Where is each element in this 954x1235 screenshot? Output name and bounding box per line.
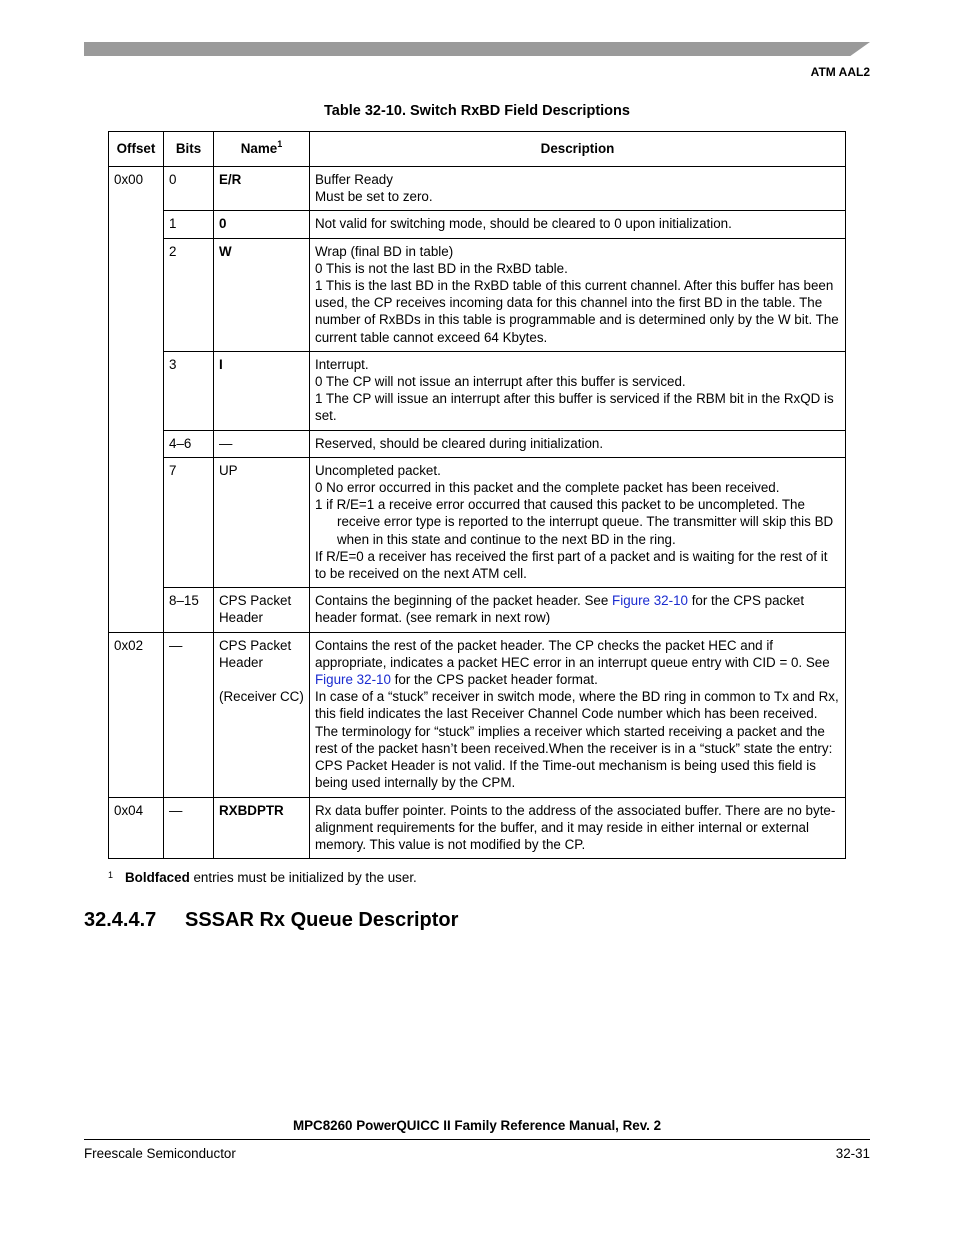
bits-cell: 4–6	[164, 430, 214, 457]
table-row	[109, 167, 846, 211]
bits-cell: 1	[164, 211, 214, 238]
field-descriptions-table	[108, 131, 846, 859]
section-tag: ATM AAL2	[810, 65, 870, 79]
bits-cell: 3	[164, 351, 214, 430]
company-name: Freescale Semiconductor	[84, 1146, 236, 1161]
name-cell: I	[214, 351, 310, 430]
description-cell: Contains the beginning of the packet header. See Figure 32-10 for the CPS packet header format. (see remark in next row)	[310, 588, 846, 632]
name-cell: —	[214, 430, 310, 457]
name-cell: UP	[214, 457, 310, 587]
footer-rule	[84, 1139, 870, 1140]
description-cell: Rx data buffer pointer. Points to the address of the associated buffer. There are no byte-alignment requirements for the buffer, and it may reside in either internal or external memory. This value is not modified by the CP.	[310, 797, 846, 859]
name-cell: CPS Packet Header (Receiver CC)	[214, 632, 310, 797]
section-heading: 32.4.4.7 SSSAR Rx Queue Descriptor	[84, 909, 459, 931]
table-row	[109, 797, 846, 859]
column-header-description: Description	[310, 132, 846, 167]
name-cell: E/R	[214, 167, 310, 211]
description-cell: Wrap (final BD in table) 0 This is not the last BD in the RxBD table. 1 This is the last BD in the RxBD table of this current channel. After this buffer has been used, the CP receives incoming data for this channel into the first BD in the table. The number of RxBDs in this table is programmable and is determined only by the W bit. The current table cannot exceed 64 Kbytes.	[310, 238, 846, 351]
description-cell: Reserved, should be cleared during initialization.	[310, 430, 846, 457]
offset-cell: 0x02	[109, 632, 164, 797]
bits-cell: 0	[164, 167, 214, 211]
bits-cell: —	[164, 632, 214, 797]
bits-cell: 7	[164, 457, 214, 587]
table-row	[109, 430, 846, 457]
header-bar	[84, 42, 870, 56]
name-cell: 0	[214, 211, 310, 238]
column-header-offset: Offset	[109, 132, 164, 167]
description-cell: Buffer Ready Must be set to zero.	[310, 167, 846, 211]
table-row	[109, 351, 846, 430]
name-cell: CPS Packet Header	[214, 588, 310, 632]
offset-cell: 0x00	[109, 167, 164, 633]
table-header-row	[109, 132, 846, 167]
figure-link[interactable]: Figure 32-10	[612, 593, 688, 609]
offset-cell: 0x04	[109, 797, 164, 859]
bits-cell: —	[164, 797, 214, 859]
page-number: 32-31	[835, 1146, 870, 1161]
footnote-ref: 1	[277, 139, 283, 150]
bits-cell: 8–15	[164, 588, 214, 632]
table-row	[109, 457, 846, 587]
table-row	[109, 588, 846, 632]
name-cell: RXBDPTR	[214, 797, 310, 859]
description-cell: Uncompleted packet. 0 No error occurred in this packet and the complete packet has been received. 1 if R/E=1 a receive error occurred that caused this packet to be uncompleted. The receive error type is reported to the interrupt queue. The transmitter will skip this BD when in this state and continue to the next BD in the ring. If R/E=0 a receiver has received the first part of a packet and is waiting for the rest of it to be received on the next ATM cell.	[310, 457, 846, 587]
description-cell: Contains the rest of the packet header. The CP checks the packet HEC and if appropriate, indicates a packet HEC error in an interrupt queue entry with CID = 0. See Figure 32-10 for the CPS packet header format. In case of a “stuck” receiver in switch mode, where the BD ring in common to Tx and Rx, this field indicates the last Receiver Channel Code number which has been received. The terminology for “stuck” implies a receiver which started receiving a packet and the rest of the packet hasn’t been received.When the receiver is in a “stuck” state the entry: CPS Packet Header is not valid. If the Time-out mechanism is being used this field is being used internally by the CPM.	[310, 632, 846, 797]
table-row	[109, 211, 846, 238]
name-cell: W	[214, 238, 310, 351]
bits-cell: 2	[164, 238, 214, 351]
description-cell: Not valid for switching mode, should be cleared to 0 upon initialization.	[310, 211, 846, 238]
document-title: MPC8260 PowerQUICC II Family Reference Manual, Rev. 2	[292, 1118, 662, 1133]
table-footnote: $^1$ Boldfaced entries must be initialized by the user.	[108, 870, 417, 885]
column-header-name: Name$^1$	[214, 132, 310, 167]
description-cell: Interrupt. 0 The CP will not issue an interrupt after this buffer is serviced. 1 The CP will issue an interrupt after this buffer is serviced if the RBM bit in the RxQD is set.	[310, 351, 846, 430]
figure-link[interactable]: Figure 32-10	[315, 672, 391, 688]
table-row	[109, 632, 846, 797]
table-row	[109, 238, 846, 351]
column-header-bits: Bits	[164, 132, 214, 167]
table-caption: Table 32-10. Switch RxBD Field Descriptions	[324, 103, 630, 119]
